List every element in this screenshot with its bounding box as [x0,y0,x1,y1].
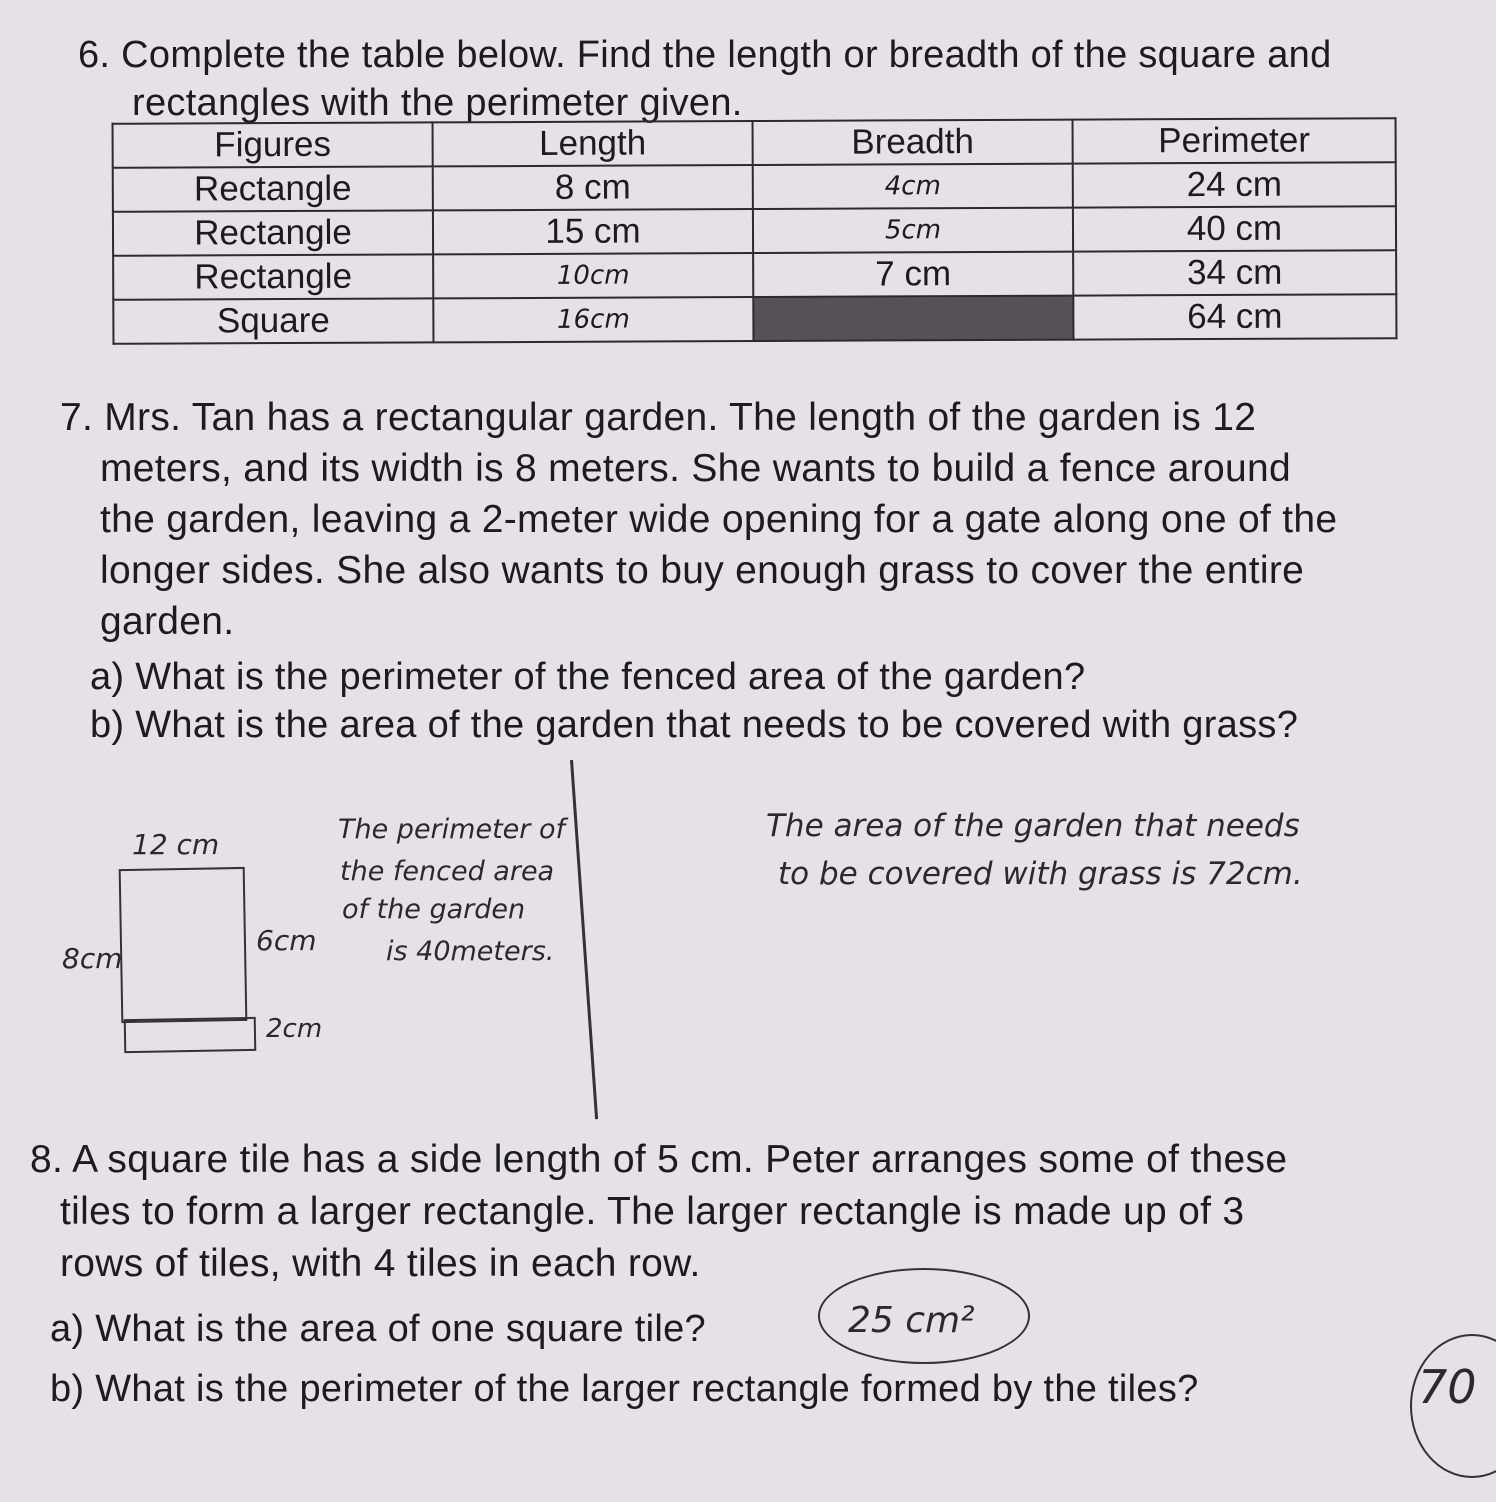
answer-7b-line-2: to be covered with grass is 72cm. [778,856,1303,892]
question-8-text [30,1134,1460,1290]
sketch-label-left: 8cm [62,942,123,975]
cell-length: 8 cm [433,165,753,210]
working-divider-line [570,760,598,1119]
cell-breadth-shaded [753,296,1073,341]
garden-sketch-rectangle [119,867,248,1023]
cell-length-handwritten: 16cm [433,297,753,342]
header-breadth: Breadth [753,120,1073,165]
cell-figure: Rectangle [113,254,433,299]
question-8-line-3: rows of tiles, with 4 tiles in each row. [60,1242,701,1285]
answer-7a-line-2: the fenced area [340,856,555,887]
table-row [113,162,1396,212]
answer-7a-line-4: is 40meters. [386,936,555,967]
answer-7a-line-3: of the garden [342,894,526,925]
question-7-line-1: 7. Mrs. Tan has a rectangular garden. The length of the garden is 12 [60,396,1257,439]
question-8a: a) What is the area of one square tile? [50,1308,706,1350]
sketch-label-top: 12 cm [132,828,220,861]
question-7a: a) What is the perimeter of the fenced area of the garden? [90,656,1086,698]
header-length: Length [433,121,753,166]
cell-figure: Rectangle [113,166,433,211]
cell-perimeter: 34 cm [1073,250,1396,295]
garden-sketch-gate-strip [124,1017,257,1053]
cell-perimeter: 40 cm [1073,206,1396,251]
table-row [113,294,1396,344]
perimeter-table [112,117,1398,345]
cell-breadth-handwritten: 4cm [753,164,1073,209]
question-7-line-5: garden. [100,600,235,643]
cell-length-handwritten: 10cm [433,253,753,298]
cell-perimeter: 64 cm [1073,294,1396,339]
header-figures: Figures [113,122,433,167]
question-6-line-2: rectangles with the perimeter given. [132,82,743,124]
answer-7b-line-1: The area of the garden that needs [766,808,1300,844]
answer-8a: 25 cm² [848,1300,975,1341]
cell-figure: Rectangle [113,210,433,255]
cell-breadth: 7 cm [753,252,1073,297]
question-7b: b) What is the area of the garden that needs to be covered with grass? [90,704,1299,746]
question-7-line-3: the garden, leaving a 2-meter wide opening for a gate along one of the [100,498,1338,541]
cell-figure: Square [113,298,433,343]
question-6-line-1: 6. Complete the table below. Find the length or breadth of the square and [78,34,1332,76]
table-row [113,206,1396,256]
question-8-line-2: tiles to form a larger rectangle. The larger rectangle is made up of 3 [60,1190,1245,1233]
header-perimeter: Perimeter [1073,118,1396,163]
cell-length: 15 cm [433,209,753,254]
question-7-text [60,392,1430,647]
cell-perimeter: 24 cm [1073,162,1396,207]
table-row [113,250,1396,300]
sketch-label-bottom: 2cm [266,1014,323,1044]
question-8-line-1: 8. A square tile has a side length of 5 cm. Peter arranges some of these [30,1138,1288,1181]
question-7-line-4: longer sides. She also wants to buy enough grass to cover the entire [100,549,1305,592]
answer-7a-line-1: The perimeter of [338,814,565,845]
sketch-label-right: 6cm [256,924,317,957]
question-7-line-2: meters, and its width is 8 meters. She wants to build a fence around [100,447,1292,490]
question-8b: b) What is the perimeter of the larger rectangle formed by the tiles? [50,1368,1199,1410]
answer-8b: 70 [1418,1360,1477,1414]
table-header-row [113,118,1396,168]
cell-breadth-handwritten: 5cm [753,208,1073,253]
